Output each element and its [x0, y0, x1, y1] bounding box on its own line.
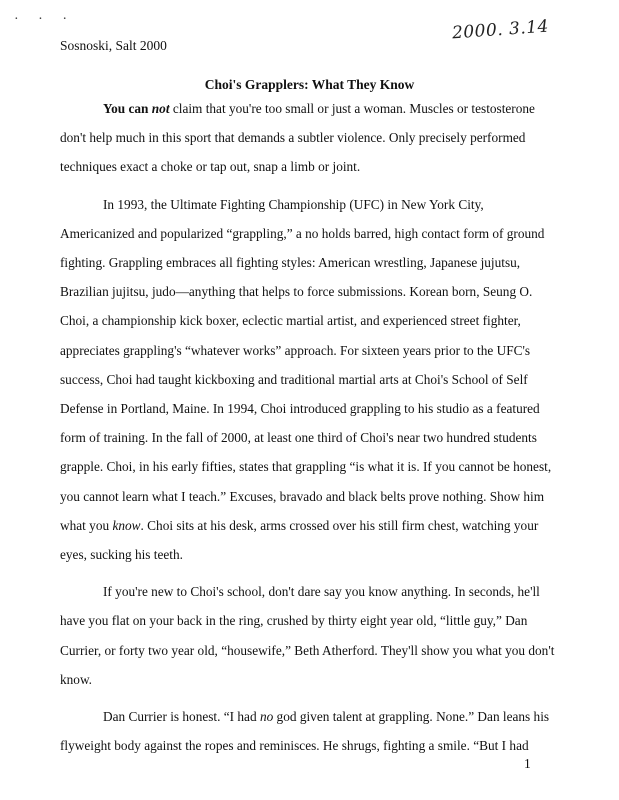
paragraph-1-text: claim that you're too small or just a woman. Muscles or testosterone don't help much in this sport that demands a subtler violence. Only precisely performed techniques exact a choke or tap out, snap a limb or joint. [60, 101, 535, 175]
paragraph-2-emphasis: know [112, 517, 141, 533]
paragraph-4 [60, 702, 560, 760]
paragraph-1 [60, 94, 560, 182]
paragraph-3 [60, 577, 560, 694]
paragraph-4-emphasis: no [259, 709, 274, 725]
paragraph-1-lead: You can [103, 101, 152, 116]
paragraph-4-text-after: god given talent at grappling. None.” Dan leans his flyweight body against the ropes and reminisces. He shrugs, fighting a smile. “But I had [60, 709, 550, 754]
paragraph-3-text: If you're new to Choi's school, don't dare say you know anything. In seconds, he'll have you flat on your back in the ring, crushed by thirty eight year old, “little guy,” Dan Currier, or forty two year old, “housewife,” Beth Atherford. They'll show you what you don't know. [60, 584, 555, 687]
document-title: Choi's Grapplers: What They Know [204, 77, 415, 92]
paragraph-2-text-before: In 1993, the Ultimate Fighting Championship (UFC) in New York City, Americanized and popularized “grappling,” a no holds barred, high contact form of ground fighting. Grappling embraces all fighting styles: American wrestling, Japanese jujutsu, Brazilian jujitsu, judo—anything that helps to force submissions. Korean born, Seung O. Choi, a championship kick boxer, eclectic martial artist, and experienced street fighter, appreciates grappling's “whatever works” approach. For sixteen years prior to the UFC's success, Choi had taught kickboxing and traditional martial arts at Choi's School of Self Defense in Portland, Maine. In 1994, Choi introduced grappling to his studio as a featured form of training. In the fall of 2000, at least one third of Choi's near two hundred students grapple. Choi, in his early fifties, states that grappling “is what it is. If you cannot be honest, you cannot learn what I teach.” Excuses, bravado and black belts prove nothing. Show him what you [60, 196, 552, 533]
paragraph-2 [60, 190, 560, 570]
paragraph-2-text-after: . Choi sits at his desk, arms crossed over his still firm chest, watching your eyes, sucking his teeth. [60, 517, 539, 563]
author-header: Sosnoski, Salt 2000 [60, 38, 167, 53]
body-text [60, 94, 560, 760]
page-number: 1 [524, 756, 531, 771]
scan-specks: · · · [14, 12, 75, 27]
handwritten-date: 2000. 3.14 [451, 16, 550, 44]
paragraph-4-text-before: Dan Currier is honest. “I had [103, 709, 260, 725]
paragraph-1-lead-emphasis: not [151, 101, 170, 116]
